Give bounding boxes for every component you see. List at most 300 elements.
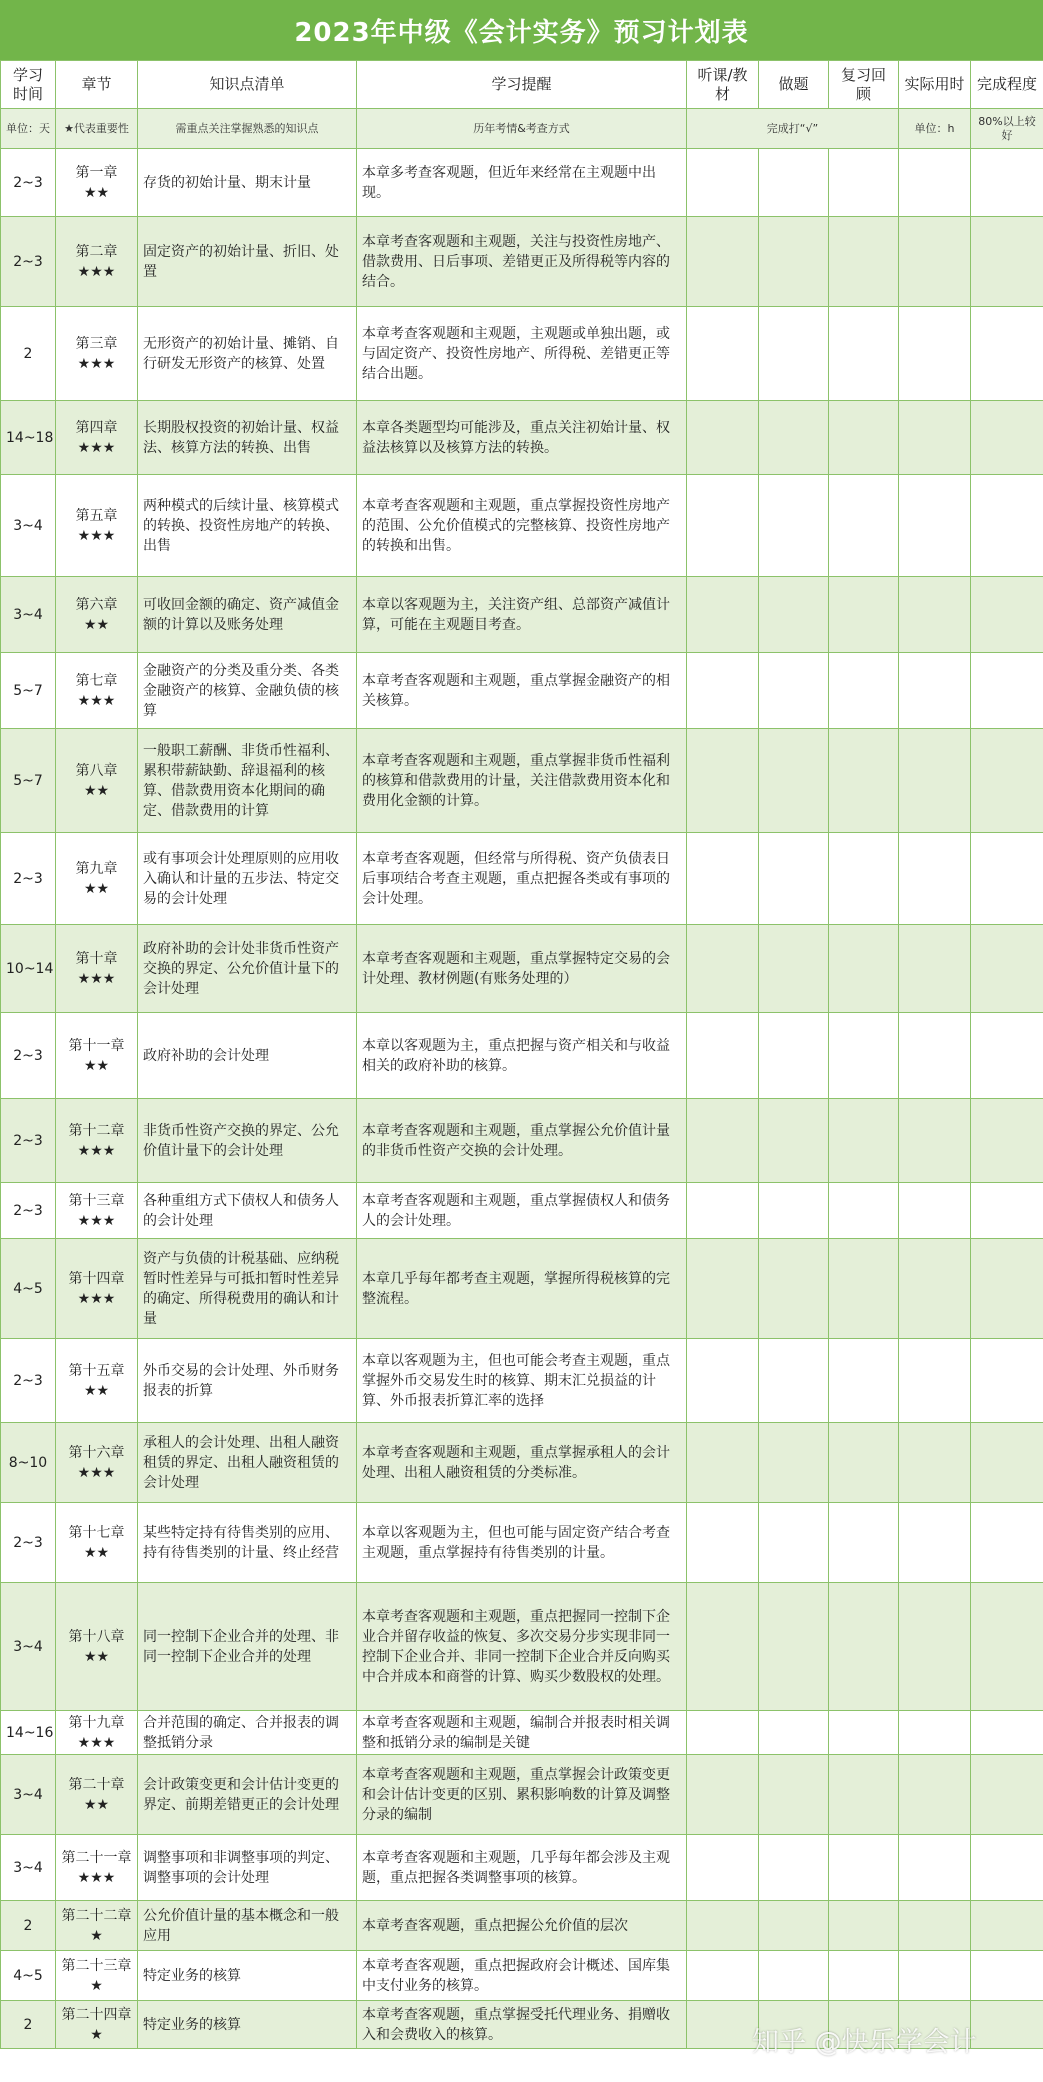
importance-stars: ★★★ — [77, 1142, 116, 1159]
importance-stars: ★★★ — [77, 1212, 116, 1229]
review-check-cell — [829, 475, 899, 577]
study-days-cell: 2 — [1, 1901, 56, 1951]
table-row — [1, 217, 1043, 307]
review-check-cell — [829, 653, 899, 729]
table-row — [1, 653, 1043, 729]
knowledge-points-cell: 无形资产的初始计量、摊销、自行研发无形资产的核算、处置 — [138, 307, 357, 401]
importance-stars: ★★★ — [77, 692, 116, 709]
table-row — [1, 1503, 1043, 1583]
study-tip-cell: 本章几乎每年都考查主观题，掌握所得税核算的完整流程。 — [357, 1239, 687, 1339]
study-days-cell: 10~14 — [1, 925, 56, 1013]
header-lecture-textbook: 听课/教材 — [687, 61, 759, 109]
table-row — [1, 1099, 1043, 1183]
header-row — [1, 61, 1043, 109]
subheader-done-mark: 完成打“√” — [687, 109, 899, 149]
completion-cell — [971, 307, 1043, 401]
importance-stars: ★★ — [83, 1544, 110, 1561]
chapter-name: 第十九章 — [68, 1714, 125, 1731]
chapter-name: 第二十四章 — [61, 2006, 132, 2023]
knowledge-points-cell: 长期股权投资的初始计量、权益法、核算方法的转换、出售 — [138, 401, 357, 475]
actual-time-cell — [899, 1239, 971, 1339]
completion-cell — [971, 653, 1043, 729]
table-row — [1, 475, 1043, 577]
actual-time-cell — [899, 577, 971, 653]
actual-time-cell — [899, 149, 971, 217]
completion-cell — [971, 1423, 1043, 1503]
knowledge-points-cell: 公允价值计量的基本概念和一般应用 — [138, 1901, 357, 1951]
chapter-cell — [56, 475, 138, 577]
study-tip-cell: 本章考查客观题和主观题，主观题或单独出题，或与固定资产、投资性房地产、所得税、差错更正等结合出题。 — [357, 307, 687, 401]
table-row — [1, 1901, 1043, 1951]
chapter-name: 第五章 — [75, 507, 118, 524]
table-row — [1, 1951, 1043, 2001]
actual-time-cell — [899, 475, 971, 577]
actual-time-cell — [899, 653, 971, 729]
table-row — [1, 577, 1043, 653]
study-tip-cell: 本章以客观题为主，但也可能与固定资产结合考查主观题，重点掌握持有待售类别的计量。 — [357, 1503, 687, 1583]
review-check-cell — [829, 1951, 899, 2001]
table-row — [1, 1755, 1043, 1835]
review-check-cell — [829, 1339, 899, 1423]
study-tip-cell: 本章考查客观题，但经常与所得税、资产负债表日后事项结合考查主观题，重点把握各类或有事项的会计处理。 — [357, 833, 687, 925]
knowledge-points-cell: 资产与负债的计税基础、应纳税暂时性差异与可抵扣暂时性差异的确定、所得税费用的确认和计量 — [138, 1239, 357, 1339]
completion-cell — [971, 475, 1043, 577]
chapter-cell — [56, 1339, 138, 1423]
lecture-check-cell — [687, 1183, 759, 1239]
exercise-check-cell — [759, 2001, 829, 2049]
study-tip-cell: 本章考查客观题和主观题，编制合并报表时相关调整和抵销分录的编制是关键 — [357, 1711, 687, 1755]
subheader-level: 80%以上较好 — [971, 109, 1043, 149]
review-check-cell — [829, 577, 899, 653]
review-check-cell — [829, 307, 899, 401]
knowledge-points-cell: 两种模式的后续计量、核算模式的转换、投资性房地产的转换、出售 — [138, 475, 357, 577]
actual-time-cell — [899, 401, 971, 475]
lecture-check-cell — [687, 149, 759, 217]
review-check-cell — [829, 2001, 899, 2049]
completion-cell — [971, 1099, 1043, 1183]
completion-cell — [971, 401, 1043, 475]
importance-stars: ★★★ — [77, 1464, 116, 1481]
chapter-cell — [56, 1013, 138, 1099]
knowledge-points-cell: 存货的初始计量、期末计量 — [138, 149, 357, 217]
knowledge-points-cell: 某些特定持有待售类别的应用、持有待售类别的计量、终止经营 — [138, 1503, 357, 1583]
study-tip-cell: 本章考查客观题，重点掌握受托代理业务、捐赠收入和会费收入的核算。 — [357, 2001, 687, 2049]
chapter-cell — [56, 1423, 138, 1503]
subheader-unit-hours: 单位：h — [899, 109, 971, 149]
study-tip-cell: 本章以客观题为主，重点把握与资产相关和与收益相关的政府补助的核算。 — [357, 1013, 687, 1099]
completion-cell — [971, 149, 1043, 217]
study-days-cell: 2~3 — [1, 1099, 56, 1183]
lecture-check-cell — [687, 925, 759, 1013]
review-check-cell — [829, 729, 899, 833]
chapter-name: 第十三章 — [68, 1192, 125, 1209]
knowledge-points-cell: 一般职工薪酬、非货币性福利、累积带薪缺勤、辞退福利的核算、借款费用资本化期间的确定、借款费用的计算 — [138, 729, 357, 833]
actual-time-cell — [899, 1423, 971, 1503]
review-check-cell — [829, 1583, 899, 1711]
lecture-check-cell — [687, 1755, 759, 1835]
study-days-cell: 2~3 — [1, 149, 56, 217]
review-check-cell — [829, 1503, 899, 1583]
study-days-cell: 3~4 — [1, 1583, 56, 1711]
chapter-cell — [56, 1239, 138, 1339]
chapter-name: 第十七章 — [68, 1524, 125, 1541]
study-days-cell: 2~3 — [1, 833, 56, 925]
actual-time-cell — [899, 1183, 971, 1239]
lecture-check-cell — [687, 653, 759, 729]
study-days-cell: 3~4 — [1, 577, 56, 653]
subheader-kp-note: 需重点关注掌握熟悉的知识点 — [138, 109, 357, 149]
exercise-check-cell — [759, 925, 829, 1013]
lecture-check-cell — [687, 401, 759, 475]
chapter-cell — [56, 1951, 138, 2001]
table-row — [1, 307, 1043, 401]
exercise-check-cell — [759, 401, 829, 475]
chapter-name: 第七章 — [75, 672, 118, 689]
exercise-check-cell — [759, 1423, 829, 1503]
table-row — [1, 925, 1043, 1013]
table-row — [1, 1583, 1043, 1711]
lecture-check-cell — [687, 729, 759, 833]
knowledge-points-cell: 政府补助的会计处理 — [138, 1013, 357, 1099]
knowledge-points-cell: 特定业务的核算 — [138, 2001, 357, 2049]
importance-stars: ★★ — [83, 616, 110, 633]
lecture-check-cell — [687, 475, 759, 577]
lecture-check-cell — [687, 1901, 759, 1951]
knowledge-points-cell: 或有事项会计处理原则的应用收入确认和计量的五步法、特定交易的会计处理 — [138, 833, 357, 925]
exercise-check-cell — [759, 1503, 829, 1583]
completion-cell — [971, 577, 1043, 653]
chapter-cell — [56, 149, 138, 217]
actual-time-cell — [899, 307, 971, 401]
table-row — [1, 1339, 1043, 1423]
chapter-cell — [56, 1835, 138, 1901]
importance-stars: ★★ — [83, 1057, 110, 1074]
completion-cell — [971, 1013, 1043, 1099]
study-tip-cell: 本章各类题型均可能涉及，重点关注初始计量、权益法核算以及核算方法的转换。 — [357, 401, 687, 475]
header-exercises: 做题 — [759, 61, 829, 109]
study-tip-cell: 本章考查客观题和主观题，重点掌握投资性房地产的范围、公允价值模式的完整核算、投资性房地产的转换和出售。 — [357, 475, 687, 577]
study-days-cell: 4~5 — [1, 1239, 56, 1339]
knowledge-points-cell: 合并范围的确定、合并报表的调整抵销分录 — [138, 1711, 357, 1755]
subheader-unit-days: 单位：天 — [1, 109, 56, 149]
chapter-cell — [56, 577, 138, 653]
study-days-cell: 8~10 — [1, 1423, 56, 1503]
actual-time-cell — [899, 1583, 971, 1711]
study-days-cell: 4~5 — [1, 1951, 56, 2001]
actual-time-cell — [899, 217, 971, 307]
importance-stars: ★★ — [83, 782, 110, 799]
actual-time-cell — [899, 1755, 971, 1835]
header-study-tips: 学习提醒 — [357, 61, 687, 109]
study-days-cell: 2~3 — [1, 217, 56, 307]
study-days-cell: 5~7 — [1, 653, 56, 729]
review-check-cell — [829, 925, 899, 1013]
review-check-cell — [829, 1901, 899, 1951]
header-review: 复习回顾 — [829, 61, 899, 109]
chapter-cell — [56, 1755, 138, 1835]
actual-time-cell — [899, 729, 971, 833]
chapter-cell — [56, 1901, 138, 1951]
lecture-check-cell — [687, 217, 759, 307]
exercise-check-cell — [759, 1339, 829, 1423]
actual-time-cell — [899, 925, 971, 1013]
lecture-check-cell — [687, 1099, 759, 1183]
knowledge-points-cell: 金融资产的分类及重分类、各类金融资产的核算、金融负债的核算 — [138, 653, 357, 729]
importance-stars: ★★★ — [77, 1869, 116, 1886]
table-row — [1, 1183, 1043, 1239]
review-check-cell — [829, 1183, 899, 1239]
actual-time-cell — [899, 1901, 971, 1951]
importance-stars: ★ — [90, 2026, 103, 2043]
importance-stars: ★★★ — [77, 263, 116, 280]
page-title: 2023年中级《会计实务》预习计划表 — [294, 17, 749, 48]
exercise-check-cell — [759, 1951, 829, 2001]
chapter-cell — [56, 925, 138, 1013]
chapter-name: 第十五章 — [68, 1362, 125, 1379]
importance-stars: ★★ — [83, 1796, 110, 1813]
table-row — [1, 1013, 1043, 1099]
exercise-check-cell — [759, 1583, 829, 1711]
study-days-cell: 2~3 — [1, 1503, 56, 1583]
completion-cell — [971, 1835, 1043, 1901]
header-chapter: 章节 — [56, 61, 138, 109]
study-days-cell: 3~4 — [1, 475, 56, 577]
exercise-check-cell — [759, 577, 829, 653]
exercise-check-cell — [759, 833, 829, 925]
completion-cell — [971, 1951, 1043, 2001]
actual-time-cell — [899, 2001, 971, 2049]
chapter-name: 第二十二章 — [61, 1907, 132, 1924]
review-check-cell — [829, 401, 899, 475]
review-check-cell — [829, 833, 899, 925]
table-row — [1, 833, 1043, 925]
subheader-star-note: ★代表重要性 — [56, 109, 138, 149]
chapter-cell — [56, 2001, 138, 2049]
chapter-name: 第十八章 — [68, 1628, 125, 1645]
importance-stars: ★★★ — [77, 970, 116, 987]
knowledge-points-cell: 固定资产的初始计量、折旧、处置 — [138, 217, 357, 307]
exercise-check-cell — [759, 1901, 829, 1951]
chapter-name: 第十四章 — [68, 1270, 125, 1287]
lecture-check-cell — [687, 1951, 759, 2001]
lecture-check-cell — [687, 1339, 759, 1423]
lecture-check-cell — [687, 1503, 759, 1583]
completion-cell — [971, 1755, 1043, 1835]
study-days-cell: 3~4 — [1, 1835, 56, 1901]
study-days-cell: 5~7 — [1, 729, 56, 833]
study-plan-table — [0, 60, 1043, 2049]
completion-cell — [971, 2001, 1043, 2049]
study-tip-cell: 本章考查客观题和主观题，重点掌握承租人的会计处理、出租人融资租赁的分类标准。 — [357, 1423, 687, 1503]
chapter-name: 第一章 — [75, 164, 118, 181]
importance-stars: ★★★ — [77, 439, 116, 456]
importance-stars: ★★ — [83, 1648, 110, 1665]
importance-stars: ★★ — [83, 184, 110, 201]
lecture-check-cell — [687, 1239, 759, 1339]
lecture-check-cell — [687, 577, 759, 653]
chapter-cell — [56, 833, 138, 925]
review-check-cell — [829, 1711, 899, 1755]
actual-time-cell — [899, 1835, 971, 1901]
exercise-check-cell — [759, 729, 829, 833]
lecture-check-cell — [687, 1013, 759, 1099]
lecture-check-cell — [687, 1835, 759, 1901]
exercise-check-cell — [759, 1183, 829, 1239]
chapter-name: 第二十三章 — [61, 1957, 132, 1974]
study-tip-cell: 本章多考查客观题，但近年来经常在主观题中出现。 — [357, 149, 687, 217]
table-row — [1, 1711, 1043, 1755]
completion-cell — [971, 925, 1043, 1013]
importance-stars: ★★★ — [77, 1290, 116, 1307]
chapter-cell — [56, 217, 138, 307]
header-actual-time: 实际用时 — [899, 61, 971, 109]
chapter-cell — [56, 1583, 138, 1711]
review-check-cell — [829, 1755, 899, 1835]
chapter-cell — [56, 1503, 138, 1583]
study-tip-cell: 本章考查客观题，重点把握公允价值的层次 — [357, 1901, 687, 1951]
chapter-name: 第四章 — [75, 419, 118, 436]
table-row — [1, 401, 1043, 475]
chapter-name: 第十六章 — [68, 1444, 125, 1461]
knowledge-points-cell: 非货币性资产交换的界定、公允价值计量下的会计处理 — [138, 1099, 357, 1183]
title-bar — [0, 0, 1043, 60]
study-tip-cell: 本章考查客观题和主观题，重点掌握金融资产的相关核算。 — [357, 653, 687, 729]
study-tip-cell: 本章考查客观题，重点把握政府会计概述、国库集中支付业务的核算。 — [357, 1951, 687, 2001]
table-row — [1, 2001, 1043, 2049]
chapter-name: 第二十一章 — [61, 1849, 132, 1866]
review-check-cell — [829, 1835, 899, 1901]
knowledge-points-cell: 政府补助的会计处非货币性资产交换的界定、公允价值计量下的会计处理 — [138, 925, 357, 1013]
study-days-cell: 2~3 — [1, 1183, 56, 1239]
actual-time-cell — [899, 833, 971, 925]
knowledge-points-cell: 外币交易的会计处理、外币财务报表的折算 — [138, 1339, 357, 1423]
chapter-name: 第三章 — [75, 335, 118, 352]
actual-time-cell — [899, 1339, 971, 1423]
lecture-check-cell — [687, 1711, 759, 1755]
study-tip-cell: 本章考查客观题和主观题，重点掌握特定交易的会计处理、教材例题(有账务处理的） — [357, 925, 687, 1013]
exercise-check-cell — [759, 1835, 829, 1901]
importance-stars: ★ — [90, 1927, 103, 1944]
chapter-cell — [56, 1711, 138, 1755]
chapter-cell — [56, 1099, 138, 1183]
study-tip-cell: 本章考查客观题和主观题，重点掌握会计政策变更和会计估计变更的区别、累积影响数的计算及调整分录的编制 — [357, 1755, 687, 1835]
review-check-cell — [829, 149, 899, 217]
review-check-cell — [829, 1423, 899, 1503]
exercise-check-cell — [759, 1755, 829, 1835]
completion-cell — [971, 1239, 1043, 1339]
chapter-name: 第九章 — [75, 860, 118, 877]
lecture-check-cell — [687, 1423, 759, 1503]
completion-cell — [971, 217, 1043, 307]
table-row — [1, 1835, 1043, 1901]
chapter-name: 第十一章 — [68, 1037, 125, 1054]
study-days-cell: 2 — [1, 307, 56, 401]
importance-stars: ★★★ — [77, 355, 116, 372]
study-tip-cell: 本章考查客观题和主观题，几乎每年都会涉及主观题，重点把握各类调整事项的核算。 — [357, 1835, 687, 1901]
study-tip-cell: 本章考查客观题和主观题，重点把握同一控制下企业合并留存收益的恢复、多次交易分步实现非同一控制下企业合并、非同一控制下企业合并反向购买中合并成本和商誉的计算、购买少数股权的处理。 — [357, 1583, 687, 1711]
table-row — [1, 1423, 1043, 1503]
table-row — [1, 1239, 1043, 1339]
importance-stars: ★★★ — [77, 527, 116, 544]
study-days-cell: 14~16 — [1, 1711, 56, 1755]
importance-stars: ★ — [90, 1977, 103, 1994]
lecture-check-cell — [687, 833, 759, 925]
exercise-check-cell — [759, 1099, 829, 1183]
importance-stars: ★★ — [83, 880, 110, 897]
knowledge-points-cell: 特定业务的核算 — [138, 1951, 357, 2001]
chapter-cell — [56, 1183, 138, 1239]
chapter-name: 第二章 — [75, 243, 118, 260]
zhihu-watermark: 知乎 @快乐学会计 — [752, 2027, 977, 2058]
review-check-cell — [829, 1013, 899, 1099]
actual-time-cell — [899, 1711, 971, 1755]
lecture-check-cell — [687, 307, 759, 401]
knowledge-points-cell: 承租人的会计处理、出租人融资租赁的界定、出租人融资租赁的会计处理 — [138, 1423, 357, 1503]
chapter-cell — [56, 729, 138, 833]
study-days-cell: 2~3 — [1, 1339, 56, 1423]
exercise-check-cell — [759, 1013, 829, 1099]
knowledge-points-cell: 同一控制下企业合并的处理、非同一控制下企业合并的处理 — [138, 1583, 357, 1711]
actual-time-cell — [899, 1099, 971, 1183]
completion-cell — [971, 1339, 1043, 1423]
subheader-row — [1, 109, 1043, 149]
header-completion: 完成程度 — [971, 61, 1043, 109]
study-tip-cell: 本章考查客观题和主观题，关注与投资性房地产、借款费用、日后事项、差错更正及所得税等内容的结合。 — [357, 217, 687, 307]
knowledge-points-cell: 可收回金额的确定、资产减值金额的计算以及账务处理 — [138, 577, 357, 653]
study-days-cell: 14~18 — [1, 401, 56, 475]
study-days-cell: 2 — [1, 2001, 56, 2049]
completion-cell — [971, 729, 1043, 833]
study-tip-cell: 本章考查客观题和主观题，重点掌握公允价值计量的非货币性资产交换的会计处理。 — [357, 1099, 687, 1183]
actual-time-cell — [899, 1951, 971, 2001]
exercise-check-cell — [759, 217, 829, 307]
study-tip-cell: 本章以客观题为主，关注资产组、总部资产减值计算，可能在主观题目考查。 — [357, 577, 687, 653]
study-tip-cell: 本章考查客观题和主观题，重点掌握债权人和债务人的会计处理。 — [357, 1183, 687, 1239]
chapter-name: 第二十章 — [68, 1776, 125, 1793]
chapter-name: 第十二章 — [68, 1122, 125, 1139]
review-check-cell — [829, 217, 899, 307]
study-tip-cell: 本章考查客观题和主观题，重点掌握非货币性福利的核算和借款费用的计量，关注借款费用资本化和费用化金额的计算。 — [357, 729, 687, 833]
knowledge-points-cell: 调整事项和非调整事项的判定、调整事项的会计处理 — [138, 1835, 357, 1901]
study-days-cell: 3~4 — [1, 1755, 56, 1835]
lecture-check-cell — [687, 2001, 759, 2049]
exercise-check-cell — [759, 475, 829, 577]
study-days-cell: 2~3 — [1, 1013, 56, 1099]
chapter-name: 第六章 — [75, 596, 118, 613]
completion-cell — [971, 1183, 1043, 1239]
knowledge-points-cell: 会计政策变更和会计估计变更的界定、前期差错更正的会计处理 — [138, 1755, 357, 1835]
completion-cell — [971, 833, 1043, 925]
completion-cell — [971, 1901, 1043, 1951]
subheader-tip-note: 历年考情&考查方式 — [357, 109, 687, 149]
chapter-name: 第八章 — [75, 762, 118, 779]
completion-cell — [971, 1711, 1043, 1755]
header-study-time: 学习时间 — [1, 61, 56, 109]
exercise-check-cell — [759, 149, 829, 217]
knowledge-points-cell: 各种重组方式下债权人和债务人的会计处理 — [138, 1183, 357, 1239]
study-tip-cell: 本章以客观题为主，但也可能会考查主观题，重点掌握外币交易发生时的核算、期末汇兑损益的计算、外币报表折算汇率的选择 — [357, 1339, 687, 1423]
chapter-cell — [56, 653, 138, 729]
actual-time-cell — [899, 1013, 971, 1099]
review-check-cell — [829, 1099, 899, 1183]
exercise-check-cell — [759, 653, 829, 729]
table-row — [1, 729, 1043, 833]
chapter-cell — [56, 401, 138, 475]
actual-time-cell — [899, 1503, 971, 1583]
table-row — [1, 149, 1043, 217]
header-knowledge-points: 知识点清单 — [138, 61, 357, 109]
review-check-cell — [829, 1239, 899, 1339]
